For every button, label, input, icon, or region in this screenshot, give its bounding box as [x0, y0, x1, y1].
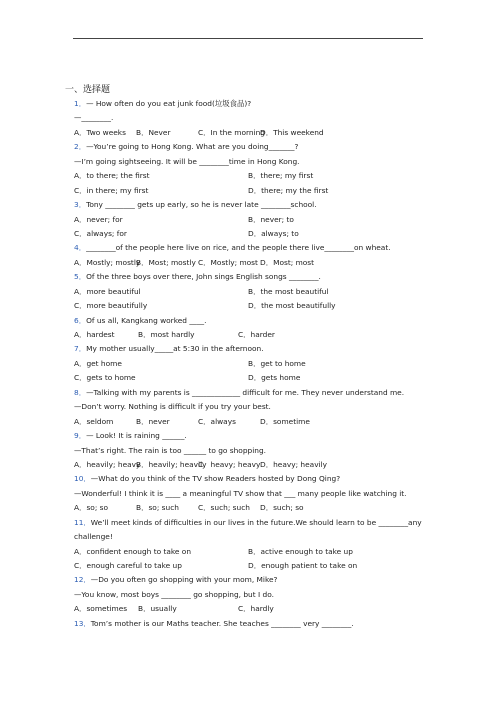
question-stem	[74, 342, 434, 356]
options-row	[74, 501, 434, 515]
question-number: 10．	[74, 474, 91, 484]
answer-option[interactable]: B．get to home	[248, 358, 306, 368]
question-number: 6．	[74, 315, 87, 325]
answer-option[interactable]: C．heavy; heavy	[198, 459, 261, 469]
answer-option[interactable]: D．such; so	[260, 503, 304, 513]
answer-option[interactable]: D．sometime	[260, 416, 310, 426]
question-stem	[74, 140, 434, 154]
answer-option[interactable]: C．Mostly; most	[198, 257, 258, 267]
answer-option[interactable]: C．gets to home	[74, 373, 136, 383]
text-line: —You know, most boys ________ go shopping, but I do.	[74, 589, 274, 599]
question-number: 13．	[74, 618, 91, 628]
answer-option[interactable]: C．in there; my first	[74, 185, 149, 195]
answer-option[interactable]: A．get home	[74, 358, 122, 368]
answer-option[interactable]: B．most hardly	[138, 330, 195, 339]
answer-option[interactable]: C．hardly	[238, 604, 274, 614]
options-row	[74, 415, 434, 429]
question-number: 1．	[74, 99, 87, 108]
options-row	[74, 371, 434, 385]
question-number: 8．	[74, 387, 87, 397]
question-text: Tom’s mother is our Maths teacher. She teaches ________ very ________.	[90, 618, 354, 628]
answer-option[interactable]: C．enough careful to take up	[74, 561, 182, 570]
text-line: challenge!	[74, 532, 113, 542]
answer-option[interactable]: B．heavily; heavily	[136, 459, 207, 469]
answer-option[interactable]: D．This weekend	[260, 127, 324, 137]
answer-option[interactable]: A．Two weeks	[74, 127, 126, 137]
answer-option[interactable]: A．seldom	[74, 416, 114, 426]
options-row	[74, 602, 434, 616]
text-line: —Don’t worry. Nothing is difficult if you try your best.	[74, 402, 271, 412]
options-row	[74, 126, 434, 140]
options-row	[74, 184, 434, 198]
answer-option[interactable]: A．sometimes	[74, 604, 128, 614]
answer-option[interactable]: A．never; for	[74, 214, 123, 224]
question-number: 7．	[74, 344, 87, 354]
answer-option[interactable]: B．never	[136, 416, 170, 426]
answer-option[interactable]: D．heavy; heavily	[260, 459, 328, 469]
question-stem	[74, 429, 434, 443]
question-number: 11．	[74, 517, 91, 527]
answer-option[interactable]: D．gets home	[248, 373, 301, 383]
question-text: My mother usually_____at 5:30 in the afternoon.	[86, 344, 264, 354]
answer-option[interactable]: B．never; to	[248, 214, 294, 224]
answer-option[interactable]: A．confident enough to take on	[74, 546, 192, 556]
options-row	[74, 545, 434, 559]
answer-option[interactable]: A．hardest	[74, 330, 115, 339]
options-row	[74, 213, 434, 227]
answer-option[interactable]: D．the most beautifully	[248, 301, 336, 311]
question-stem	[74, 617, 434, 631]
answer-option[interactable]: A．so; so	[74, 503, 109, 513]
answer-option[interactable]: D．always; to	[248, 228, 299, 238]
answer-option[interactable]: D．enough patient to take on	[248, 561, 358, 570]
answer-option[interactable]: D．there; my the first	[248, 185, 329, 195]
answer-option[interactable]: D．Most; most	[260, 257, 315, 267]
question-stem	[74, 472, 434, 486]
question-stem	[74, 314, 434, 328]
question-number: 12．	[74, 575, 91, 585]
answer-option[interactable]: B．usually	[138, 604, 177, 614]
options-row	[74, 357, 434, 371]
answer-option[interactable]: C．always; for	[74, 228, 127, 238]
question-number: 4．	[74, 243, 87, 253]
question-text: Of us all, Kangkang worked ____.	[86, 315, 207, 325]
question-text: Tony ________ gets up early, so he is never late ________school.	[86, 200, 317, 210]
options-row	[74, 299, 434, 313]
header-rule	[73, 38, 423, 39]
question-number: 2．	[74, 142, 87, 152]
options-row	[74, 458, 434, 472]
section-title: 一、选择题	[65, 85, 111, 95]
options-row	[74, 256, 434, 270]
question-stem	[74, 97, 434, 111]
question-stem	[74, 198, 434, 212]
question-stem	[74, 270, 434, 284]
answer-option[interactable]: B．Most; mostly	[136, 257, 196, 267]
question-text: ________of the people here live on rice, and the people there live________on wheat.	[86, 243, 391, 253]
question-stem	[74, 241, 434, 255]
question-stem	[74, 573, 434, 587]
answer-option[interactable]: B．active enough to take up	[248, 546, 353, 556]
question-number: 9．	[74, 431, 87, 441]
answer-option[interactable]: B．the most beautiful	[248, 286, 329, 296]
answer-option[interactable]: B．Never	[136, 127, 171, 137]
question-number: 3．	[74, 200, 87, 210]
question-stem	[74, 386, 434, 400]
answer-option[interactable]: A．more beautiful	[74, 286, 141, 296]
options-row	[74, 559, 434, 573]
answer-option[interactable]: C．In the morning	[198, 127, 265, 137]
text-line: —________.	[74, 113, 114, 123]
question-text: We’ll meet kinds of difficulties in our lives in the future.We should learn to be ________any	[90, 517, 422, 527]
answer-option[interactable]: C．always	[198, 416, 236, 426]
question-text: — How often do you eat junk food(垃圾食品)?	[86, 99, 252, 108]
question-text: Of the three boys over there, John sings English songs ________.	[86, 272, 321, 282]
question-list	[74, 97, 434, 631]
question-number: 5．	[74, 272, 87, 282]
answer-option[interactable]: A．heavily; heavy	[74, 459, 141, 469]
text-line: —I’m going sightseeing. It will be ________time in Hong Kong.	[74, 156, 300, 166]
options-row	[74, 285, 434, 299]
question-stem	[74, 516, 434, 530]
question-text: — Look! It is raining ______.	[86, 431, 187, 441]
question-text: —You’re going to Hong Kong. What are you doing_______?	[86, 142, 299, 152]
answer-option[interactable]: C．such; such	[198, 503, 250, 513]
answer-option[interactable]: B．so; such	[136, 503, 179, 513]
answer-option[interactable]: C．more beautifully	[74, 301, 148, 311]
question-text: —Do you often go shopping with your mom, Mike?	[90, 575, 278, 585]
question-text: —Talking with my parents is _____________ difficult for me. They never understand me.	[86, 387, 405, 397]
answer-option[interactable]: C．harder	[238, 330, 275, 339]
text-line: —That’s right. The rain is too ______ to go shopping.	[74, 445, 266, 455]
options-row	[74, 328, 434, 342]
answer-option[interactable]: A．to there; the first	[74, 171, 150, 181]
answer-option[interactable]: A．Mostly; mostly	[74, 257, 141, 267]
answer-option[interactable]: B．there; my first	[248, 171, 314, 181]
text-line: —Wonderful! I think it is ____ a meaningful TV show that ___ many people like watching it.	[74, 488, 407, 498]
options-row	[74, 227, 434, 241]
question-text: —What do you think of the TV show Readers hosted by Dong Qing?	[90, 474, 341, 484]
options-row	[74, 169, 434, 183]
